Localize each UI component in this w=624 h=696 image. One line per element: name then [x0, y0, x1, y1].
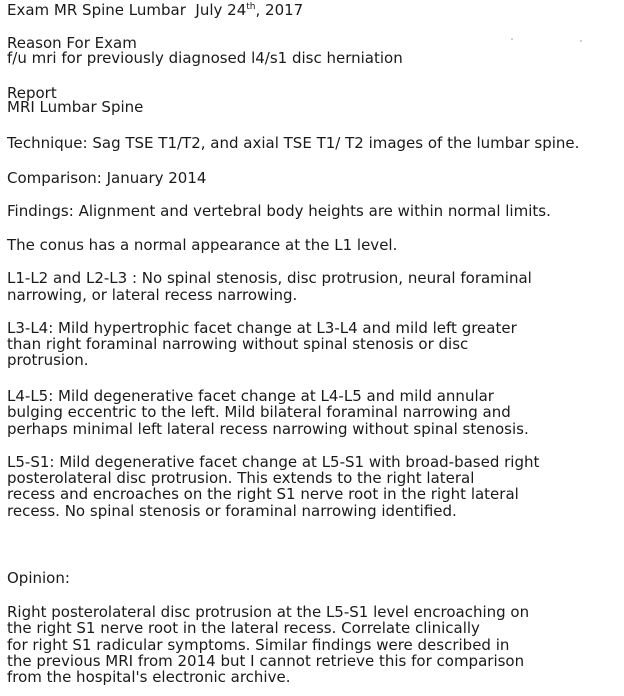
- level-l5-s1-line-1: L5-S1: Mild degenerative facet change at L5-S1 with broad-based right: [7, 453, 540, 471]
- report-subheading: MRI Lumbar Spine: [7, 98, 144, 116]
- exam-title: Exam MR Spine Lumbar: [7, 1, 186, 19]
- level-l4-l5-line-1: L4-L5: Mild degenerative facet change at L4-L5 and mild annular: [7, 387, 494, 405]
- opinion-line-5: from the hospital's electronic archive.: [7, 668, 291, 686]
- level-l5-s1-line-4: recess. No spinal stenosis or foraminal narrowing identified.: [7, 502, 457, 520]
- findings-text: Findings: Alignment and vertebral body heights are within normal limits.: [7, 202, 551, 220]
- exam-title-line: [7, 2, 303, 18]
- scan-speck: [511, 38, 513, 40]
- opinion-line-2: the right S1 nerve root in the lateral recess. Correlate clinically: [7, 619, 480, 637]
- reason-text: f/u mri for previously diagnosed l4/s1 disc herniation: [7, 49, 403, 67]
- level-l3-l4-line-1: L3-L4: Mild hypertrophic facet change at L3-L4 and mild left greater: [7, 319, 517, 337]
- report-heading: Report: [7, 84, 57, 102]
- level-l4-l5-line-3: perhaps minimal left lateral recess narrowing without spinal stenosis.: [7, 420, 529, 438]
- level-l3-l4-line-3: protrusion.: [7, 351, 89, 369]
- opinion-line-4: the previous MRI from 2014 but I cannot retrieve this for comparison: [7, 652, 525, 670]
- level-l4-l5-line-2: bulging eccentric to the left. Mild bilateral foraminal narrowing and: [7, 403, 511, 421]
- reason-heading: Reason For Exam: [7, 34, 137, 52]
- opinion-line-1: Right posterolateral disc protrusion at the L5-S1 level encroaching on: [7, 603, 530, 621]
- level-l1-l3-line-2: narrowing, or lateral recess narrowing.: [7, 286, 298, 304]
- level-l3-l4-line-2: than right foraminal narrowing without spinal stenosis or disc: [7, 335, 469, 353]
- level-l5-s1-line-2: posterolateral disc protrusion. This extends to the right lateral: [7, 469, 475, 487]
- opinion-line-3: for right S1 radicular symptoms. Similar findings were described in: [7, 636, 510, 654]
- exam-date: July 24th, 2017: [195, 1, 304, 19]
- technique-text: Technique: Sag TSE T1/T2, and axial TSE T1/ T2 images of the lumbar spine.: [7, 134, 580, 152]
- opinion-heading: Opinion:: [7, 569, 70, 587]
- comparison-text: Comparison: January 2014: [7, 169, 207, 187]
- level-l1-l3-line-1: L1-L2 and L2-L3 : No spinal stenosis, disc protrusion, neural foraminal: [7, 269, 532, 287]
- conus-text: The conus has a normal appearance at the L1 level.: [7, 236, 398, 254]
- scan-speck: [580, 40, 582, 42]
- level-l5-s1-line-3: recess and encroaches on the right S1 nerve root in the right lateral: [7, 485, 519, 503]
